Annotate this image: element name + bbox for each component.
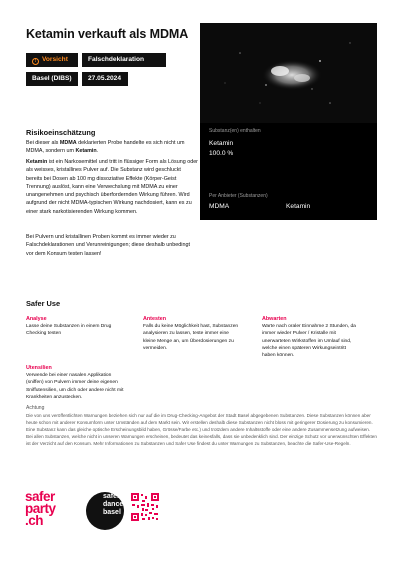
declared-value: MDMA [209, 203, 230, 210]
disclaimer-heading: Achtung [26, 405, 45, 411]
tip-abwarten-text: Warte nach oraler Einnahme 2 Stunden, da immer wieder Pulver / Kristalle mit unerwarteten Wirkstoffen im Umlauf sind, welche einen späteren Wirkungseintritt haben können. [262, 324, 356, 359]
tip-antesten-title: Antesten [143, 316, 167, 322]
page-title: Ketamin verkauft als MDMA [26, 27, 189, 41]
location-tag: Basel (DIBS) [26, 72, 78, 86]
date-tag: 27.05.2024 [82, 72, 128, 86]
found-value: Ketamin [286, 203, 311, 210]
tip-abwarten-title: Abwarten [262, 316, 287, 322]
substance-photo [200, 23, 377, 123]
content-value: 100.0 % [209, 150, 234, 157]
warning-icon: ! [32, 58, 39, 65]
risk-heading: Risikoeinschätzung [26, 128, 96, 137]
substance-value: Ketamin [209, 140, 234, 147]
declaration-tag: Falschdeklaration [82, 53, 166, 67]
tip-antesten-text: Falls du keine Möglichkeit hast, Substanzen analysieren zu lassen, teste immer eine kleine Menge an, um Überdosierungen zu vermeiden. [143, 324, 239, 351]
tip-analyse-text: Lasse deine Substanzen in einem Drug Checking testen [26, 324, 112, 337]
powder-image [200, 23, 377, 123]
tip-utensilien-text: Verwende bei einer nasalen Applikation (sniffen) von Pulvern immer deine eigenen Sniffutensilien, um dich oder andere nicht mit Krankheiten anzustecken. [26, 373, 124, 400]
warning-label: Vorsicht [42, 56, 68, 63]
warning-tag [26, 53, 78, 67]
tip-utensilien-title: Utensilien [26, 365, 52, 371]
saferparty-logo: safer party .ch [25, 489, 56, 528]
result-panel [200, 123, 377, 220]
tip-analyse-title: Analyse [26, 316, 47, 322]
disclaimer-text: Die von uns veröffentlichten Warnungen beziehen sich nur auf die im Drug-Checking-Angebot der Stadt Basel abgegebenen Substanzen. Diese Substanzen können aber heute schon mit anderer Konsumform unter Umständen auf dem Markt sein. Wir erstellen deshalb diese Substanzen nicht bloss mit geringerer Dosierung zu konsumieren. Eine Substanz kann das gleiche optische Erscheinungsbild haben, Grösse/Farbe etc.) und trotzdem andere Inhaltsstoffe oder eine andere Zusammensetzung aufweisen. Bei allen Substanzen, welche nicht in unseren Warnungen erscheinen, bedeutet das keinesfalls, dass sie unbedenklich sind. Der einzige Schutz vor unerwünschten Effekten ist der Verzicht auf den Konsum. Mehr Informationen zu Substanzen und Safer Use findest du unter Warnungen zu Substanzen, beachte die Safer-Use-Regeln. [26, 413, 377, 447]
declared-caption: Per Anbieter (Substanzen) [209, 193, 268, 199]
safer-use-heading: Safer Use [26, 299, 61, 308]
safer-dance-basel-text: safer dance basel [103, 493, 124, 516]
qr-code-icon [130, 492, 160, 522]
substance-caption: Substanz(en) enthalten [209, 128, 261, 134]
risk-paragraph-3: Bei Pulvern und kristallinen Proben kommt es immer wieder zu Falschdeklarationen und Verunreinigungen; diese deshalb unbedingt vor dem Konsum testen lassen! [26, 234, 190, 257]
risk-paragraph-1: Bei dieser als MDMA deklarierten Probe handelte es sich nicht um MDMA, sondern um Ketamin. [26, 140, 185, 155]
risk-paragraph-2: Ketamin ist ein Narkosemittel und tritt in flüssiger Form als Lösung oder als weisses, kristallines Pulver auf. Die Substanz wird geschluckt bereits bei Dosen ab 100 mg dissoziative Effekte (Körper-Geist Trennung) auslöst, kann eine Verwechslung mit MDMA zu einer unangenehmen und psychisch überfordernden Wirkung führen. Wird aufgrund der nicht MDMA-typischen Wirkung nachdosiert, kann es zu einer stark narkotisierenden Wirkung kommen. [26, 159, 198, 215]
